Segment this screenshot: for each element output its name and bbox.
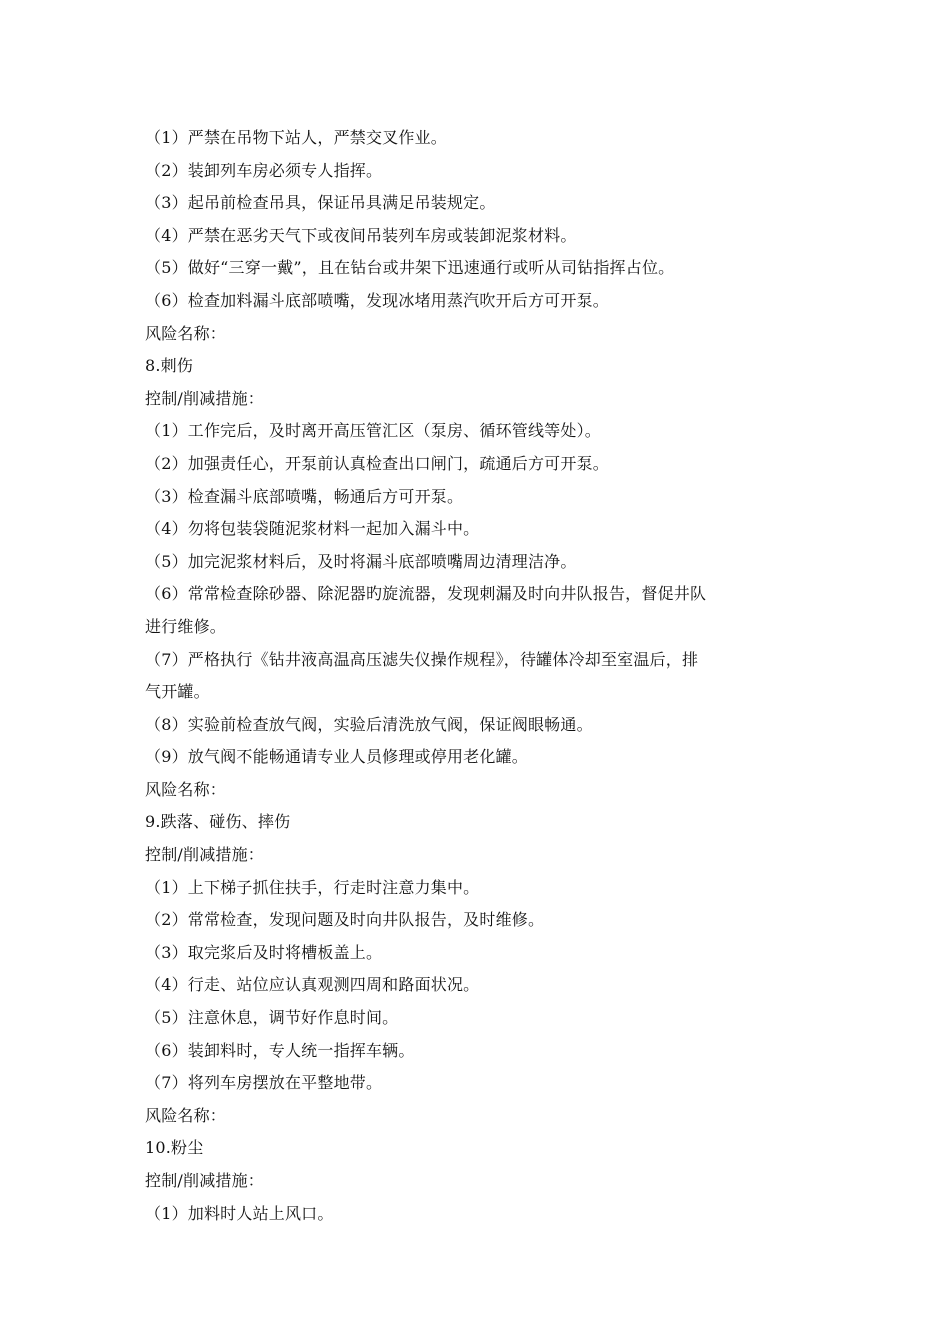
measure-item: （1）工作完后，及时离开高压管汇区（泵房、循环管线等处）。: [145, 421, 601, 441]
section-label: 风险名称：: [145, 779, 227, 799]
measure-item: （9）放气阀不能畅通请专业人员修理或停用老化罐。: [145, 747, 528, 767]
risk-heading: 9.跌落、碰伤、摔伤: [145, 812, 291, 832]
measure-item: （3）起吊前检查吊具，保证吊具满足吊装规定。: [145, 193, 496, 213]
measure-item: （4）严禁在恶劣天气下或夜间吊装列车房或装卸泥浆材料。: [145, 225, 577, 245]
measure-item-continuation: 气开罐。: [145, 682, 210, 702]
measure-item: （1）上下梯子抓住扶手，行走时注意力集中。: [145, 877, 480, 897]
measure-item: （7）严格执行《钻井液高温高压滤失仪操作规程》，待罐体冷却至室温后，排: [145, 649, 699, 669]
measure-item: （6）装卸料时，专人统一指挥车辆。: [145, 1040, 415, 1060]
measure-item: （7）将列车房摆放在平整地带。: [145, 1073, 383, 1093]
section-label: 控制/削减措施：: [145, 388, 264, 408]
measure-item: （1）严禁在吊物下站人，严禁交叉作业。: [145, 128, 447, 147]
measure-item: （5）注意休息，调节好作息时间。: [145, 1008, 399, 1028]
measure-item: （3）取完浆后及时将槽板盖上。: [145, 942, 383, 962]
measure-item-continuation: 进行维修。: [145, 616, 227, 636]
measure-item: （4）勿将包装袋随泥浆材料一起加入漏斗中。: [145, 519, 480, 539]
section-label: 控制/削减措施：: [145, 845, 264, 865]
measure-item: （5）加完泥浆材料后，及时将漏斗底部喷嘴周边清理洁净。: [145, 551, 577, 571]
section-label: 控制/削减措施：: [145, 1171, 264, 1190]
measure-item: （2）装卸列车房必须专人指挥。: [145, 160, 383, 180]
measure-item: （5）做好“三穿一戴”，且在钻台或井架下迅速通行或听从司钻指挥占位。: [145, 258, 675, 278]
document-page: [145, 122, 815, 1230]
section-label: 风险名称：: [145, 1105, 227, 1125]
measure-item: （8）实验前检查放气阀，实验后清洗放气阀，保证阀眼畅通。: [145, 714, 593, 734]
risk-heading: 8.刺伤: [145, 356, 194, 376]
measure-item: （4）行走、站位应认真观测四周和路面状况。: [145, 975, 480, 995]
risk-heading: 10.粉尘: [145, 1138, 204, 1158]
measure-item: （3）检查漏斗底部喷嘴，畅通后方可开泵。: [145, 486, 464, 506]
measure-item: （6）常常检查除砂器、除泥器旳旋流器，发现刺漏及时向井队报告，督促井队: [145, 584, 707, 604]
measure-item: （6）检查加料漏斗底部喷嘴，发现冰堵用蒸汽吹开后方可开泵。: [145, 290, 609, 310]
section-label: 风险名称：: [145, 323, 227, 343]
measure-item: （1）加料时人站上风口。: [145, 1203, 334, 1223]
measure-item: （2）常常检查，发现问题及时向井队报告，及时维修。: [145, 910, 545, 930]
measure-item: （2）加强责任心，开泵前认真检查出口闸门，疏通后方可开泵。: [145, 453, 609, 473]
